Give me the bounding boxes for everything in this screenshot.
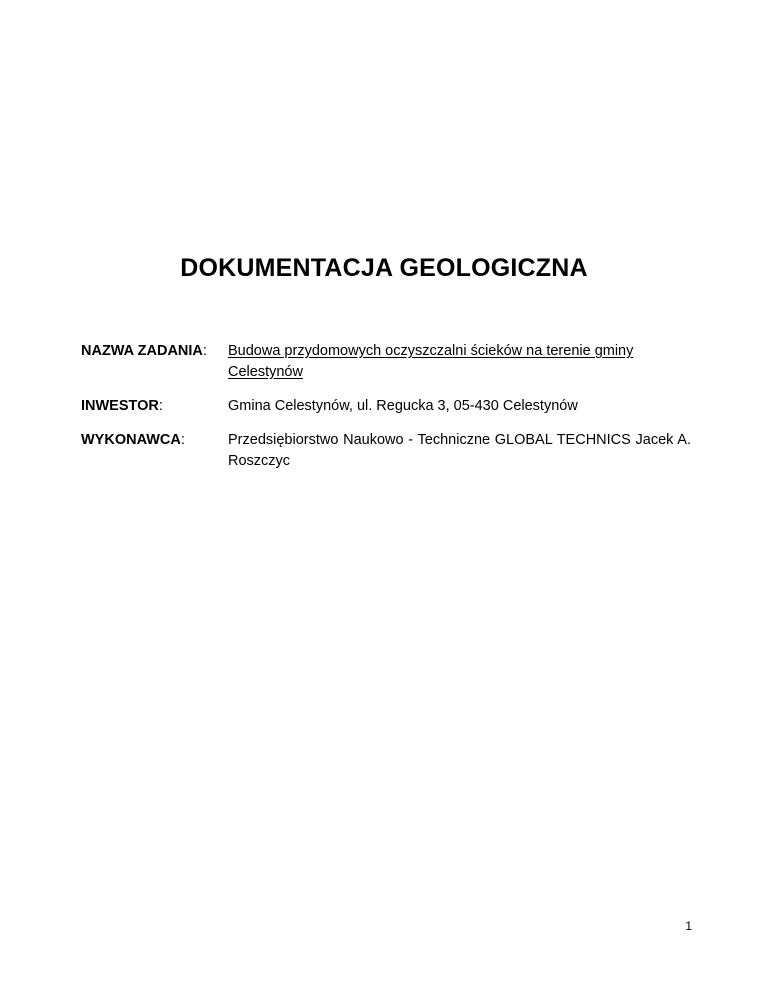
task-name-value: Budowa przydomowych oczyszczalni ścieków na terenie gminy Celestynów xyxy=(228,343,634,380)
contractor-label-text: WYKONAWCA xyxy=(81,432,181,448)
contractor-value: Przedsiębiorstwo Naukowo - Techniczne GLOBAL TECHNICS Jacek A. Roszczyc xyxy=(228,432,691,469)
investor-value: Gmina Celestynów, ul. Regucka 3, 05-430 Celestynów xyxy=(228,398,578,414)
investor-label xyxy=(81,396,163,417)
page-number: 1 xyxy=(685,919,692,933)
task-name-label-colon: : xyxy=(202,343,207,359)
contractor-label-colon: : xyxy=(180,432,185,448)
investor-label-colon: : xyxy=(158,398,163,414)
task-name-label xyxy=(81,341,207,362)
investor-label-text: INWESTOR xyxy=(81,398,159,414)
task-name-label-text: NAZWA ZADANIA xyxy=(81,343,203,359)
document-title: DOKUMENTACJA GEOLOGICZNA xyxy=(180,254,588,282)
contractor-label xyxy=(81,430,185,451)
